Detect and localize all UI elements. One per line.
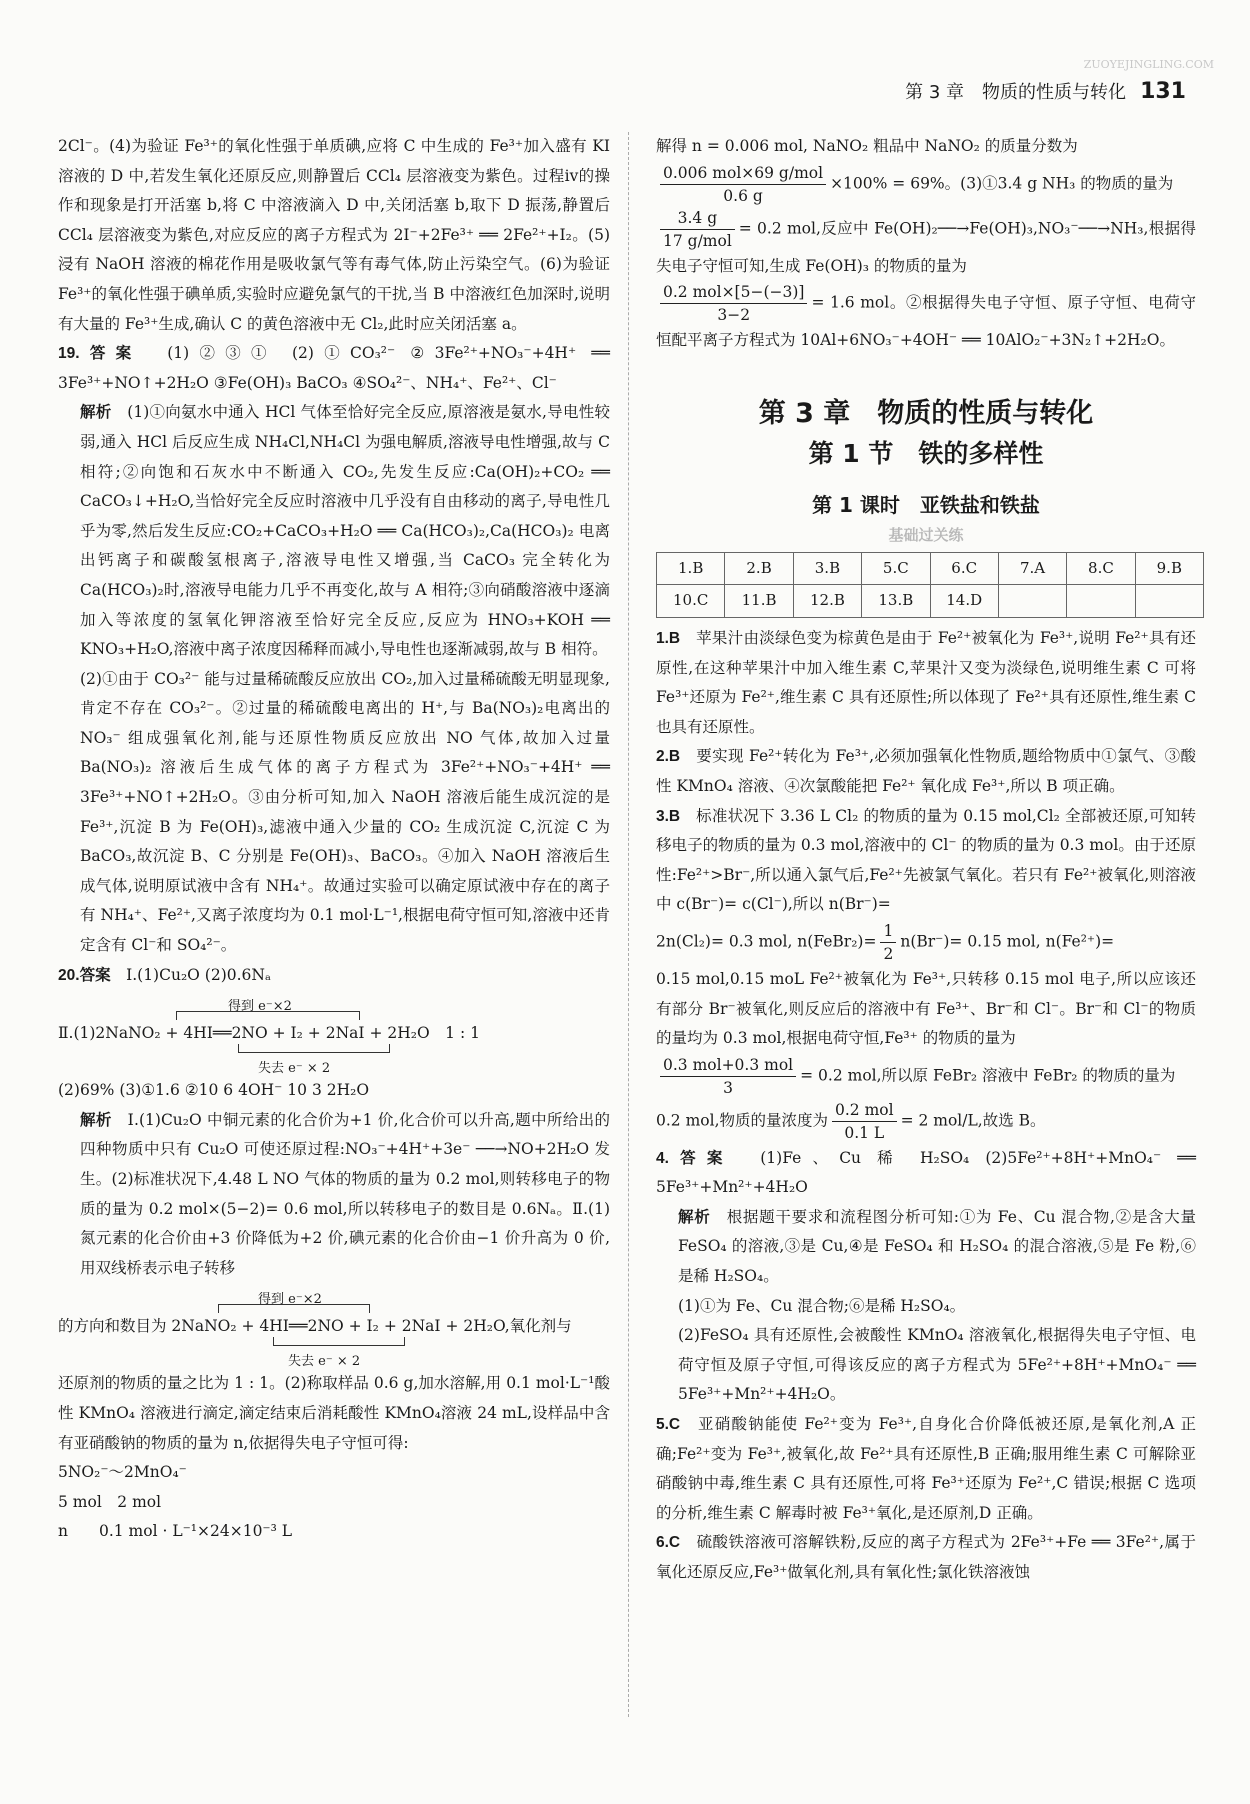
answer-text: (1)Fe、Cu 稀 H₂SO₄ (2)5Fe²⁺+8H⁺+MnO₄⁻ ══ 5Fe³⁺+Mn²⁺+4H₂O	[656, 1148, 1196, 1197]
answer-text: 硫酸铁溶液可溶解铁粉,反应的离子方程式为 2Fe³⁺+Fe ══ 3Fe²⁺,属于氧化还原反应,Fe³⁺做氧化剂,具有氧化性;氯化铁溶液蚀	[656, 1533, 1196, 1581]
answer-table	[656, 552, 1204, 618]
electron-bridge-diagram	[58, 992, 610, 1077]
fraction-numerator: 1	[880, 920, 896, 943]
formula-line	[656, 1054, 1196, 1099]
watermark-text: ZUOYEJINGLING.COM	[1083, 58, 1214, 71]
fraction-denominator: 0.1 L	[844, 1123, 885, 1142]
fraction-numerator: 0.006 mol×69 g/mol	[660, 162, 826, 185]
answer-text: 亚硝酸钠能使 Fe²⁺变为 Fe³⁺,自身化合价降低被还原,是氧化剂,A 正确;Fe²⁺变为 Fe³⁺,被氧化,故 Fe²⁺具有还原性,B 正确;服用维生素 C 可解除亚硝酸钠中毒,维生素 C 具有还原性,可将 Fe³⁺还原为 Fe²⁺,C 错误;根据 C 选项的分析,维生素 C 解毒时被 Fe³⁺氧化,是还原剂,D 正确。	[656, 1415, 1196, 1522]
fraction	[660, 207, 735, 252]
fraction	[660, 281, 807, 326]
question-number: 4.	[656, 1149, 669, 1167]
table-cell: 5.C	[862, 552, 930, 585]
fraction	[660, 162, 826, 207]
fraction-numerator: 3.4 g	[660, 207, 735, 230]
fraction-denominator: 0.6 g	[723, 186, 763, 205]
q19-answer	[58, 339, 610, 398]
answer-label: 答案	[79, 966, 111, 984]
analysis-text: (1)①向氨水中通入 HCl 气体至恰好完全反应,原溶液是氨水,导电性较弱,通入 HCl 后反应生成 NH₄Cl,NH₄Cl 为强电解质,溶液导电性增强,故与 C 相符;②向饱和石灰水中不断通入 CO₂,先发生反应:Ca(OH)₂+CO₂ ══ CaCO₃↓+H₂O,当恰好完全反应时溶液中几乎没有自由移动的离子,导电性几乎为零,然后发生反应:CO₂+CaCO₃+H₂O ══ Ca(HCO₃)₂,Ca(HCO₃)₂ 电离出钙离子和碳酸氢根离子,溶液导电性又增强,当 CaCO₃ 完全转化为 Ca(HCO₃)₂时,溶液导电能力几乎不再变化,故与 A 相符;③向硝酸溶液中逐滴加入等浓度的氢氧化钾溶液至恰好完全反应,反应为 HNO₃+KOH ══ KNO₃+H₂O,溶液中离子浓度因稀释而减小,导电性也逐渐减弱,故与 B 相符。	[80, 403, 610, 659]
analysis-text: Ⅰ.(1)Cu₂O 中铜元素的化合价为+1 价,化合价可以升高,题中所给出的四种物质中只有 Cu₂O 可使还原过程:NO₃⁻+4H⁺+3e⁻ ──→NO+2H₂O 发生。(2)标准状况下,4.48 L NO 气体的物质的量为 0.2 mol,则转移电子的物质的量为 0.2 mol×(5−2)= 0.6 mol,所以转移电子的数目是 0.6Nₐ。Ⅱ.(1)氮元素的化合价由+3 价降低为+2 价,碘元素的化合价由−1 价升高为 0 价,用双线桥表示电子转移	[80, 1110, 610, 1277]
bridge-bottom-label: 失去 e⁻ × 2	[258, 1061, 331, 1077]
chapter-title: 第 3 章 物质的性质与转化	[758, 397, 1094, 429]
paragraph: 0.15 mol,0.15 moL Fe²⁺被氧化为 Fe³⁺,只转移 0.15 mol 电子,所以应该还有部分 Br⁻被氧化,则反应后的溶液中有 Fe³⁺、Br⁻和 Cl⁻。Br⁻和 Cl⁻的物质的量均为 0.3 mol,根据电荷守恒,Fe³⁺ 的物质的量为	[656, 969, 1196, 1048]
table-cell: 11.B	[725, 585, 793, 618]
table-cell	[998, 585, 1066, 618]
table-cell: 9.B	[1135, 552, 1203, 585]
answer-label: 答案	[668, 1149, 734, 1167]
table-cell: 3.B	[793, 552, 861, 585]
analysis-label: 解析	[80, 404, 112, 422]
formula-line	[656, 207, 1196, 282]
table-cell: 7.A	[998, 552, 1066, 585]
formula-line	[656, 920, 1196, 965]
paragraph: 解得 n = 0.006 mol, NaNO₂ 粗品中 NaNO₂ 的质量分数为	[656, 137, 1078, 155]
question-number: 1.B	[656, 629, 681, 647]
q20-answer	[58, 961, 610, 991]
bridge-bottom-bracket	[238, 1044, 390, 1053]
explanation	[656, 1203, 1196, 1292]
bridge-equation: Ⅱ.(1)2NaNO₂ + 4HI══2NO + I₂ + 2NaI + 2H₂O 1 : 1	[58, 1024, 480, 1043]
fraction	[660, 1054, 796, 1099]
q20-explanation	[58, 1106, 610, 1284]
bridge-top-label: 得到 e⁻×2	[228, 999, 292, 1015]
formula-line	[656, 1099, 1196, 1144]
table-cell: 13.B	[862, 585, 930, 618]
answer-label: 答案	[79, 345, 142, 363]
fraction-denominator: 3	[723, 1078, 733, 1097]
question-number: 19.	[58, 345, 80, 363]
table-cell: 14.D	[930, 585, 998, 618]
calc-line: 5 mol 2 mol	[58, 1492, 162, 1511]
question-number: 3.B	[656, 807, 681, 825]
question-number: 6.C	[656, 1534, 681, 1552]
calc-line: n 0.1 mol · L⁻¹×24×10⁻³ L	[58, 1522, 293, 1541]
text-span: = 1.6 mol。②根据得失电子守恒、原子守恒、电荷守恒配平离子方程式为 10Al+6NO₃⁻+4OH⁻ ══ 10AlO₂⁻+3N₂↑+2H₂O。	[656, 293, 1196, 350]
fraction-numerator: 0.2 mol	[832, 1099, 897, 1122]
page-header	[905, 78, 1186, 104]
paragraph: (1)①为 Fe、Cu 混合物;⑥是稀 H₂SO₄。	[678, 1296, 966, 1315]
column-divider	[628, 132, 629, 1717]
left-column	[58, 132, 610, 1547]
fraction-numerator: 0.3 mol+0.3 mol	[660, 1054, 796, 1077]
answer-item	[656, 802, 1196, 920]
fraction	[832, 1099, 897, 1144]
fraction-numerator: 0.2 mol×[5−(−3)]	[660, 281, 807, 304]
table-cell	[1135, 585, 1203, 618]
right-column	[656, 132, 1196, 1588]
table-cell: 6.C	[930, 552, 998, 585]
text-span: = 0.2 mol,反应中 Fe(OH)₂──→Fe(OH)₃,NO₃⁻──→NH₃,根据得失电子守恒可知,生成 Fe(OH)₃ 的物质的量为	[656, 219, 1196, 275]
electron-bridge-diagram-2	[58, 1285, 610, 1370]
paragraph: 还原剂的物质的量之比为 1 : 1。(2)称取样品 0.6 g,加水溶解,用 0.1 mol·L⁻¹酸性 KMnO₄ 溶液进行滴定,滴定结束后消耗酸性 KMnO₄溶液 24 mL,设样品中含有亚硝酸钠的物质的量为 n,依据得失电子守恒可得:	[58, 1374, 610, 1452]
analysis-text: 根据题干要求和流程图分析可知:①为 Fe、Cu 混合物,②是含大量 FeSO₄ 的溶液,③是 Cu,④是 FeSO₄ 和 H₂SO₄ 的混合溶液,⑤是 Fe 粉,⑥是稀 H₂SO₄。	[678, 1207, 1196, 1286]
page-number: 131	[1140, 79, 1186, 104]
question-number: 5.C	[656, 1416, 681, 1434]
bridge-top-label: 得到 e⁻×2	[258, 1292, 322, 1308]
answer-text: (1)②③① (2)①CO₃²⁻ ②3Fe²⁺+NO₃⁻+4H⁺ ══ 3Fe³⁺+NO↑+2H₂O ③Fe(OH)₃ BaCO₃ ④SO₄²⁻、NH₄⁺、Fe²⁺、Cl⁻	[58, 344, 610, 392]
question-number: 2.B	[656, 748, 681, 766]
section-title: 第 1 节 铁的多样性	[808, 438, 1044, 468]
table-cell: 10.C	[657, 585, 725, 618]
analysis-label: 解析	[80, 1111, 112, 1129]
calc-line: 5NO₂⁻～2MnO₄⁻	[58, 1463, 187, 1482]
answer-item	[656, 1144, 1196, 1203]
answer-text: (2)69% (3)①1.6 ②10 6 4OH⁻ 10 3 2H₂O	[58, 1081, 370, 1100]
text-span: ×100% = 69%。(3)①3.4 g NH₃ 的物质的量为	[830, 174, 1174, 193]
answer-text: 苹果汁由淡绿色变为棕黄色是由于 Fe²⁺被氧化为 Fe³⁺,说明 Fe²⁺具有还原性,在这种苹果汁中加入维生素 C,苹果汁又变为淡绿色,说明维生素 C 可将 Fe³⁺还原为 Fe²⁺,维生素 C 具有还原性;所以体现了 Fe²⁺具有还原性,维生素 C 也具有还原性。	[656, 628, 1196, 736]
table-cell: 1.B	[657, 552, 725, 585]
answer-text: 要实现 Fe²⁺转化为 Fe³⁺,必须加强氧化性物质,题给物质中①氯气、③酸性 KMnO₄ 溶液、④次氯酸能把 Fe²⁺ 氧化成 Fe³⁺,所以 B 项正确。	[656, 747, 1196, 795]
answer-item	[656, 624, 1196, 742]
formula-line	[656, 281, 1196, 356]
answer-text: 标准状况下 3.36 L Cl₂ 的物质的量为 0.15 mol,Cl₂ 全部被还原,可知转移电子的物质的量为 0.3 mol,溶液中的 Cl⁻ 的物质的量为 0.3 mol。由于还原性:Fe²⁺>Br⁻,所以通入氯气后,Fe²⁺先被氯气氧化。若只有 Fe²⁺被氧化,则溶液中 c(Br⁻)= c(Cl⁻),所以 n(Br⁻)=	[656, 806, 1196, 914]
paragraph: (2)FeSO₄ 具有还原性,会被酸性 KMnO₄ 溶液氧化,根据得失电子守恒、电荷守恒及原子守恒,可得该反应的离子方程式为 5Fe²⁺+8H⁺+MnO₄⁻ ══ 5Fe³⁺+Mn²⁺+4H₂O。	[678, 1326, 1196, 1404]
table-cell: 12.B	[793, 585, 861, 618]
chapter-header: 第 3 章 物质的性质与转化	[905, 82, 1127, 103]
text-span: = 2 mol/L,故选 B。	[900, 1111, 1046, 1130]
table-row	[657, 552, 1204, 585]
paragraph: (2)①由于 CO₃²⁻ 能与过量稀硫酸反应放出 CO₂,加入过量稀硫酸无明显现象,肯定不存在 CO₃²⁻。②过量的稀硫酸电离出的 H⁺,与 Ba(NO₃)₂电离出的 NO₃⁻ 组成强氧化剂,能与还原性物质反应放出 NO 气体,故加入过量 Ba(NO₃)₂ 溶液后生成气体的离子方程式为 3Fe²⁺+NO₃⁻+4H⁺ ══ 3Fe³⁺+NO↑+2H₂O。③由分析可知,加入 NaOH 溶液后能生成沉淀的是 Fe³⁺,沉淀 B 为 Fe(OH)₃,滤液中通入少量的 CO₂ 生成沉淀 C,沉淀 C 为 BaCO₃,故沉淀 B、C 分别是 Fe(OH)₃、BaCO₃。④加入 NaOH 溶液后生成气体,说明原试液中含有 NH₄⁺。故通过实验可以确定原试液中存在的离子有 NH₄⁺、Fe²⁺,又离子浓度均为 0.1 mol·L⁻¹,根据电荷守恒可知,溶液中还肯定含有 Cl⁻和 SO₄²⁻。	[80, 669, 610, 955]
answer-item	[656, 1528, 1196, 1587]
table-cell: 8.C	[1067, 552, 1135, 585]
fraction-denominator: 3−2	[717, 306, 751, 325]
formula-line	[656, 162, 1196, 207]
answer-item	[656, 1410, 1196, 1528]
fraction-denominator: 17 g/mol	[663, 231, 732, 250]
text-span: n(Br⁻)= 0.15 mol, n(Fe²⁺)=	[900, 932, 1115, 951]
question-number: 20.	[58, 966, 80, 984]
fraction-denominator: 2	[883, 944, 894, 963]
answer-item	[656, 742, 1196, 801]
analysis-label: 解析	[678, 1208, 711, 1226]
practice-title: 基础过关练	[888, 525, 964, 544]
text-span: 2n(Cl₂)= 0.3 mol, n(FeBr₂)=	[656, 932, 877, 951]
paragraph: 2Cl⁻。(4)为验证 Fe³⁺的氧化性强于单质碘,应将 C 中生成的 Fe³⁺加入盛有 KI 溶液的 D 中,若发生氧化还原反应,则静置后 CCl₄ 层溶液变为紫色。过程ⅳ的操作和现象是打开活塞 b,将 C 中溶液滴入 D 中,关闭活塞 b,取下 D 振荡,静置后 CCl₄ 层溶液变为紫色,对应反应的离子方程式为 2I⁻+2Fe³⁺ ══ 2Fe²⁺+I₂。(5)浸有 NaOH 溶液的棉花作用是吸收氯气等有毒气体,防止污染空气。(6)为验证 Fe³⁺的氧化性强于碘单质,实验时应避免氯气的干扰,当 B 中溶液红色加深时,说明有大量的 Fe³⁺生成,确认 C 的黄色溶液中无 Cl₂,此时应关闭活塞 a。	[58, 137, 610, 333]
bridge-equation: 的方向和数目为 2NaNO₂ + 4HI══2NO + I₂ + 2NaI + 2H₂O,氧化剂与	[58, 1317, 572, 1336]
table-cell: 2.B	[725, 552, 793, 585]
lesson-title: 第 1 课时 亚铁盐和铁盐	[812, 492, 1040, 517]
bridge-bottom-bracket	[273, 1337, 405, 1346]
text-span: = 0.2 mol,所以原 FeBr₂ 溶液中 FeBr₂ 的物质的量为	[800, 1066, 1176, 1085]
table-cell	[1067, 585, 1135, 618]
q19-explanation	[58, 398, 610, 664]
text-span: 0.2 mol,物质的量浓度为	[656, 1111, 828, 1130]
bridge-bottom-label: 失去 e⁻ × 2	[288, 1354, 361, 1370]
fraction	[880, 920, 896, 965]
table-row	[657, 585, 1204, 618]
answer-text: Ⅰ.(1)Cu₂O (2)0.6Nₐ	[126, 965, 271, 984]
